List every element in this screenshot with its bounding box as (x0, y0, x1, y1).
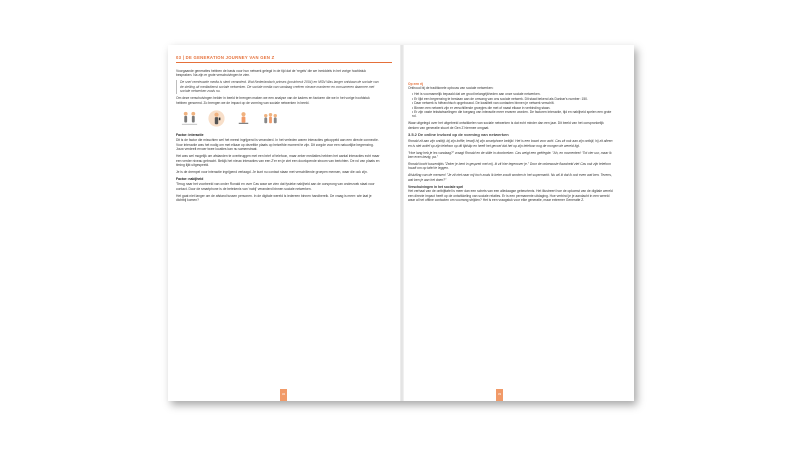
right-page (404, 45, 634, 401)
factor-nabijheid-text: 'Terug naar het voorbeeld van onder Ronald en over Cas waar we zien dat fysieke nabijheid aan de oorsprong van onderzoek staat voor contact. Door de smartphone is de betekenis van 'nabij' veranderd binnen sociale netwerken. (176, 182, 375, 191)
section2-text: Het verhaal van de ontbijttafel is meer dan een schets van een alledaagse gebeurtenis. Het illustreert hoe de opkomst van de digitale wereld een directe impact heeft op de ontwikkeling van sociale relaties. Er is een permanente uitdaging. Hoe verbind je je aandacht in een wereld waar al het offline contacten om voorrang strijden? Het is een vraagstuk voor elke generatie, maar extremer Generatie Z. (408, 189, 613, 202)
header-rule (176, 62, 392, 63)
story-quote-1: Ronald zit aan zijn ontbijt, bij zijn koffie, terwijl hij zijn smartphone bekijkt. Het is een kwart voor acht. Cas zit ook aan zijn ontbijt, hij zit alleen en is niet actief op zijn telefoon op dit tijdstip en heeft het gevoel dat het op zijn telefoon nog de morgen de wereld ligt. (408, 139, 613, 148)
body-paragraph-3: Je is de drempel voor interactie ingrijpend verlaagd. Je kunt nu contact staan met verschillende groepen mensen, waar die ook zijn. (176, 170, 368, 175)
section2-heading: Verschuivingen in het sociale spel (408, 184, 464, 189)
page-number-right: 33 (496, 389, 503, 401)
factor-nabijheid-heading: Factor: nabijheid (176, 177, 204, 182)
body-paragraph-4: Het gaat niet langer om de afstand tussen personen. In de digitale wereld is iedereen binnen handbereik. De vraag is meer: wie laat je dichtbij komen? (176, 193, 372, 203)
people-talking-icon (180, 109, 199, 128)
illustration-row (180, 108, 380, 128)
chapter-header: 03 | DE GENERATION JOURNEY VAN GEN Z (176, 55, 275, 60)
right-body-paragraph: Waar uitgelegd over het uitgebreid ontwikkelen van sociale netwerken is dat echt minder dan een jaar. Dit beeld van het oorspronkelijk denken van generatie stuurt de Gen Z hiermee omgaat. (408, 121, 604, 130)
left-page-body (176, 69, 380, 205)
page-number-left: 32 (280, 389, 287, 401)
summary-item: • Binnen een netwerk zijn er verschillende groepjes die met of naast elkaar in verbinding staan. (412, 106, 614, 110)
person-phone-icon (207, 109, 226, 128)
summary-item: • Daar netwerk is hiërarchisch opgebouwd. De kwaliteit van contacten binnen je netwerk verschilt. (412, 101, 614, 105)
left-page (168, 45, 400, 401)
right-page-body (408, 82, 614, 205)
story-quote-4: Afsluiting van de mensen! "Je zit niet naar mij toch zoals ik beter zoudt worden in het supermarkt. Nu wil ik dat ik ook even wat ben. Tevens, wat ben je aan het doen?" (408, 173, 612, 182)
summary-item: • Er lijkt een begrenzing te bestaan aan de omvang van ons sociale netwerk. Dit staat bekend als Dunbar's number: 150. (412, 97, 614, 101)
pull-quote: De snel vernieuwde media is sterk veranderd. Wat Nederlandsch prinses (postcheck 2004) en MSN Was langer ontstaan de sociale van de stelling uit mediadienst sociale netwerken. De sociale media van vandaag creëren nieuwe manieren en consumeren daarmee met sociale netwerken zoals nu. (176, 80, 380, 93)
factor-interactie-heading: Factor: interactie (176, 133, 204, 138)
factor-interactie-text: Dit is de factor die misschien wel het meest ingrijpend is veranderd. In het verleden waren interacties gekoppeld aan een directe connectie. Voor interactie was het nodig om met elkaar op dezelfde plaats op hetzelfde moment te zijn. Dit zorgde voor een natuurlijke begrenzing. Jouw verdeelt ervoer twee locaties kan nu samenstraat. (176, 138, 379, 152)
book-spread (168, 45, 634, 401)
body-paragraph: Om deze verschuivingen helder in beeld te brengen maken we een analyse van de kaders en factoren die we in het vorige hoofdstuk hebben genoemd. Zo brengen we de impact op de vorming van sociale netwerken in beeld. (176, 96, 370, 105)
section-title: 3.5.2 De online invloed op de vorming van netwerken (408, 131, 509, 137)
body-paragraph-2: Het was wel mogelijk om afstanden te overbruggen met een brief of telefoon, maar zeker mediaties hebben het aantal interacties echt maar een verder niveau gebracht. Bekijk het nieuw interacties van een Z'er en je ziet een doorlopende stroom van berichten. De rol van plaats en timing lijkt uitgespeeld. (176, 154, 380, 168)
summary-item: • Het is voornamelijk bepaald dat we groot belangrijkheden aan onze sociale netwerken. (412, 92, 614, 96)
summary-label: Op een rij (408, 82, 424, 86)
story-quote-3: Ronald kocht tussentijds "Zeker je bent in gesprek met mij. Ik zit hier tegenover je." Door de onbewuste flauwheid ziet Cas ook zijn telefoon houdt om op tafel te leggen. (408, 161, 611, 171)
group-people-icon (261, 109, 280, 128)
summary-list (408, 92, 614, 118)
intro-paragraph: Voorgaande generaties hebben de basis voor hun netwerk gelegd in de tijd dat de 'regels' die we inmiddels in het vorige hoofdstuk bespraken. Na zijn er grote verschuivingen te zien. (176, 69, 367, 78)
person-laptop-icon (234, 109, 253, 128)
summary-subtitle: Onthoud bij de traditionele opbouw van sociale netwerken: (408, 86, 494, 91)
summary-item: • Er zijn vaste tekstwisselingen die toegang van interactie meer ervaren worden. De factoren interactie, tijd en nabijheid spelen een grote rol. (412, 110, 614, 119)
story-quote-2: "Hoe lang heb je les vandaag?" vraagt Ronald en de stilte in doorbreken. Cas weigt een geëlegde. "Ah, en momenteel: 'Tot vier uur, maar ik ben even bezig, pa." (408, 150, 612, 159)
